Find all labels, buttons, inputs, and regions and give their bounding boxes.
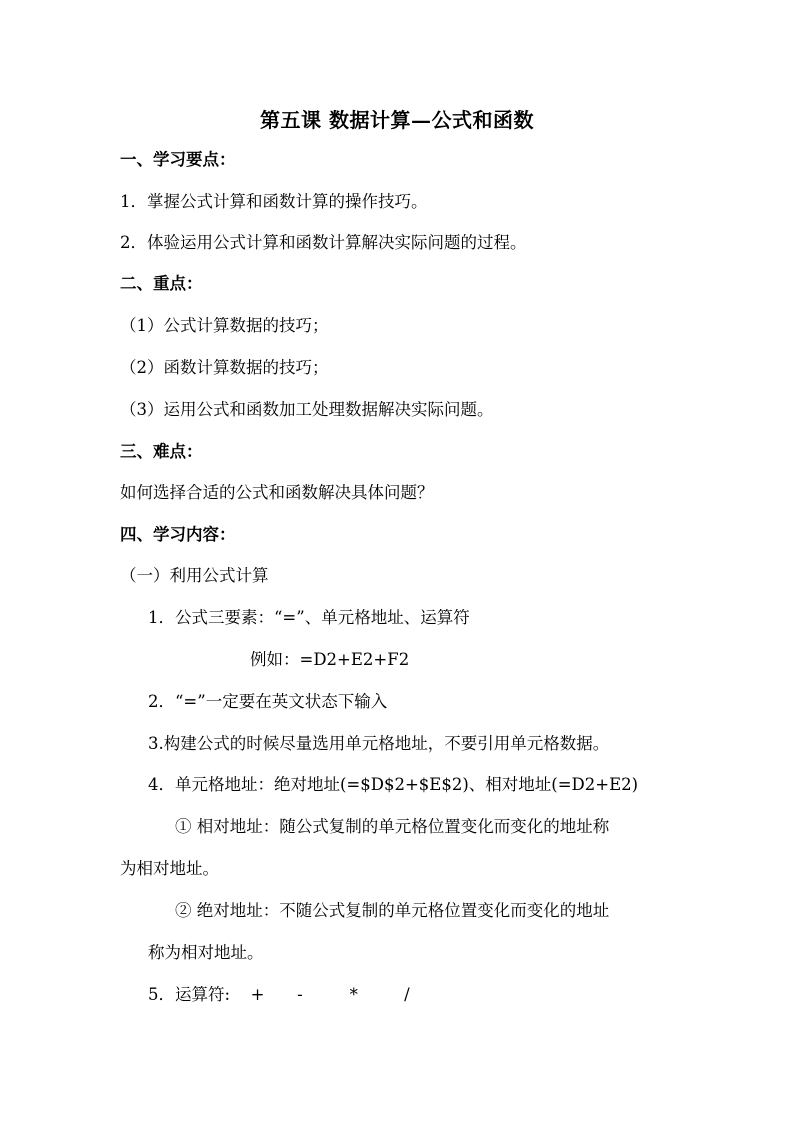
operators-line (148, 983, 426, 1007)
content-paragraph-4: 4．单元格地址：绝对地址(=$D$2+$E$2)、相对地址(=D2+E2) (148, 775, 639, 794)
difficulty-1: 如何选择合适的公式和函数解决具体问题？ (120, 483, 434, 502)
key-point-2: （2）函数计算数据的技巧； (120, 358, 329, 377)
operators-label: 5．运算符: (148, 985, 231, 1004)
operator-minus: - (297, 985, 303, 1004)
absolute-address-line-2: 称为相对地址。 (148, 943, 264, 962)
relative-address-line-2: 为相对地址。 (120, 859, 219, 878)
key-point-3: （3）运用公式和函数加工处理数据解决实际问题。 (120, 400, 494, 419)
operator-multiply: * (349, 985, 358, 1004)
operator-plus: + (250, 985, 265, 1004)
content-subheading-formula: （一）利用公式计算 (120, 566, 269, 585)
content-example: 例如：=D2+E2+F2 (250, 650, 410, 669)
relative-address-line-1: ① 相对地址：随公式复制的单元格位置变化而变化的地址称 (175, 817, 610, 836)
key-point-1: （1）公式计算数据的技巧； (120, 316, 329, 335)
learning-point-2: 2．体验运用公式计算和函数计算解决实际问题的过程。 (120, 233, 527, 252)
section-heading-key-points: 二、重点： (120, 274, 203, 293)
operator-divide: / (404, 985, 410, 1004)
section-heading-difficulties: 三、难点： (120, 442, 203, 461)
document-title: 第五课 数据计算—公式和函数 (260, 108, 534, 132)
absolute-address-line-1: ② 绝对地址：不随公式复制的单元格位置变化而变化的地址 (175, 901, 610, 920)
section-heading-content: 四、学习内容： (120, 525, 236, 544)
learning-point-1: 1．掌握公式计算和函数计算的操作技巧。 (120, 192, 428, 211)
section-heading-learning-points: 一、学习要点： (120, 150, 236, 169)
content-paragraph-1: 1．公式三要素：“=”、单元格地址、运算符 (148, 608, 470, 627)
content-paragraph-3: 3.构建公式的时候尽量选用单元格地址，不要引用单元格数据。 (148, 734, 610, 753)
content-paragraph-2: 2．“=”一定要在英文状态下输入 (148, 692, 388, 711)
